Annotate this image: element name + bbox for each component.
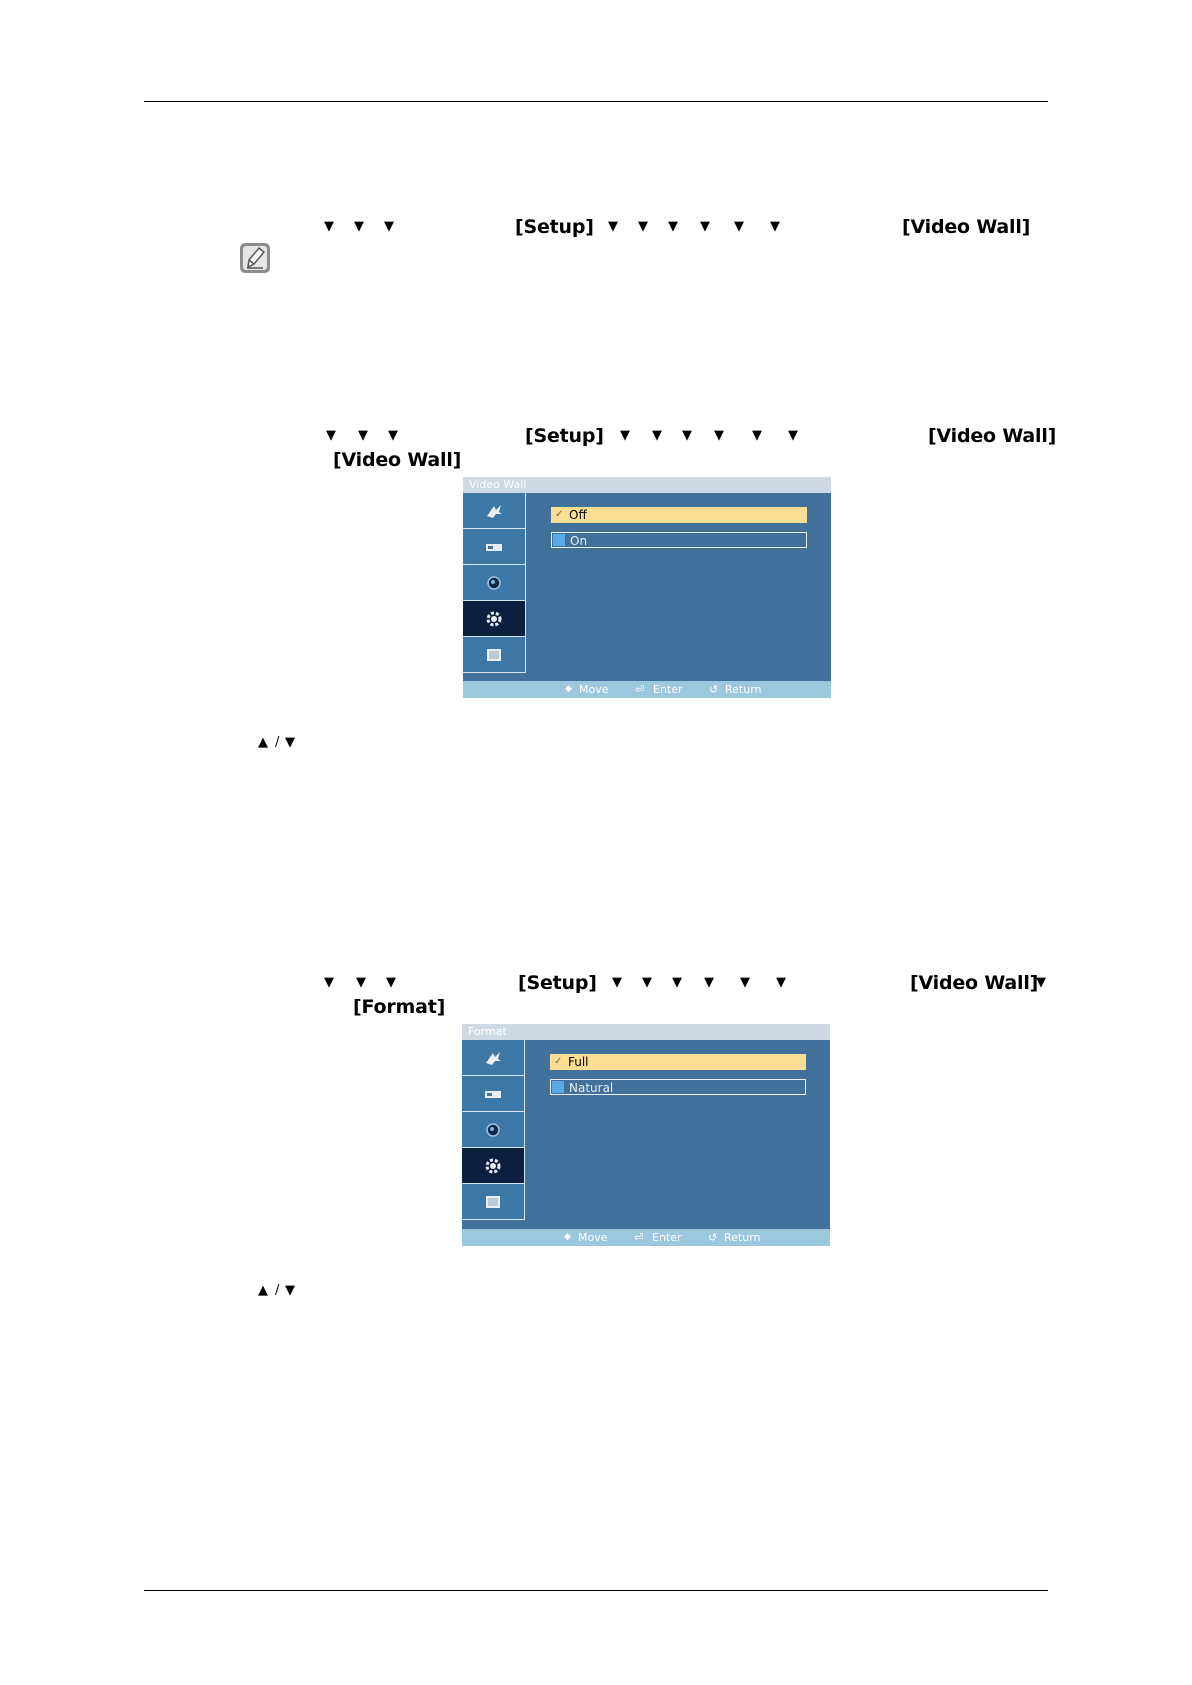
down-arrow: ▼ xyxy=(672,975,682,990)
osd-footer xyxy=(462,1229,830,1246)
down-arrow: ▼ xyxy=(285,1283,295,1298)
footer-return: Return xyxy=(725,683,762,696)
osd-footer xyxy=(463,681,831,698)
format-keyword: [Format] xyxy=(353,996,446,1018)
down-arrow: ▼ xyxy=(734,219,744,234)
down-arrow: ▼ xyxy=(704,975,714,990)
option-label: Off xyxy=(569,508,587,522)
option-on[interactable] xyxy=(551,532,807,548)
down-arrow: ▼ xyxy=(788,428,798,443)
down-arrow: ▼ xyxy=(668,219,678,234)
footer-enter: Enter xyxy=(653,683,683,696)
picture-icon xyxy=(483,1087,503,1101)
header-rule xyxy=(144,101,1048,102)
down-arrow: ▼ xyxy=(714,428,724,443)
setup-keyword: [Setup] xyxy=(518,972,597,994)
option-label: On xyxy=(570,534,588,548)
down-arrow: ▼ xyxy=(740,975,750,990)
footer-rule xyxy=(144,1590,1048,1591)
nav-line-3b xyxy=(0,995,600,1025)
down-arrow: ▼ xyxy=(776,975,786,990)
down-arrow: ▼ xyxy=(770,219,780,234)
video-wall-keyword: [Video Wall] xyxy=(902,216,1031,238)
down-arrow: ▼ xyxy=(620,428,630,443)
down-arrow: ▼ xyxy=(752,428,762,443)
up-arrow: ▲ xyxy=(258,735,268,750)
sidebar-item-picture[interactable] xyxy=(462,1076,525,1112)
updown-hint-2 xyxy=(0,1279,400,1309)
down-arrow: ▼ xyxy=(642,975,652,990)
note-icon xyxy=(239,242,271,274)
sidebar-item-picture[interactable] xyxy=(463,529,526,565)
option-label: Full xyxy=(568,1055,589,1069)
osd-title: Video Wall xyxy=(463,477,831,493)
down-arrow: ▼ xyxy=(1036,975,1046,990)
enter-icon: ⏎ xyxy=(635,683,645,696)
option-label: Natural xyxy=(569,1081,614,1095)
option-full[interactable] xyxy=(550,1054,806,1070)
setup-gear-icon xyxy=(484,609,504,629)
osd-format-menu xyxy=(462,1024,830,1246)
down-arrow: ▼ xyxy=(388,428,398,443)
down-arrow: ▼ xyxy=(354,219,364,234)
sidebar-item-setup[interactable] xyxy=(463,601,526,637)
enter-icon: ⏎ xyxy=(634,1231,644,1244)
down-arrow: ▼ xyxy=(356,975,366,990)
down-arrow: ▼ xyxy=(324,219,334,234)
option-marker xyxy=(552,1081,564,1093)
move-icon: ◆ xyxy=(564,1232,571,1242)
multicontrol-icon xyxy=(484,646,504,664)
down-arrow: ▼ xyxy=(652,428,662,443)
sidebar-item-sound[interactable] xyxy=(463,565,526,601)
down-arrow: ▼ xyxy=(324,975,334,990)
option-marker xyxy=(553,534,565,546)
check-icon: ✓ xyxy=(555,509,564,520)
setup-keyword: [Setup] xyxy=(525,425,604,447)
osd-title: Format xyxy=(462,1024,830,1040)
nav-line-1 xyxy=(0,215,1192,245)
video-wall-keyword: [Video Wall] xyxy=(333,449,462,471)
check-icon: ✓ xyxy=(554,1056,563,1067)
footer-move: Move xyxy=(579,683,609,696)
down-arrow: ▼ xyxy=(285,735,295,750)
input-icon xyxy=(483,1049,503,1067)
down-arrow: ▼ xyxy=(612,975,622,990)
setup-keyword: [Setup] xyxy=(515,216,594,238)
sound-icon xyxy=(485,574,503,592)
sidebar-item-multicontrol[interactable] xyxy=(462,1184,525,1220)
osd-video-wall-menu xyxy=(463,477,831,698)
input-icon xyxy=(484,502,504,520)
video-wall-keyword: [Video Wall] xyxy=(928,425,1057,447)
down-arrow: ▼ xyxy=(384,219,394,234)
sound-icon xyxy=(484,1121,502,1139)
video-wall-keyword: [Video Wall] xyxy=(910,972,1039,994)
sidebar-item-input[interactable] xyxy=(462,1040,525,1076)
footer-enter: Enter xyxy=(652,1231,682,1244)
slash: / xyxy=(275,1283,280,1298)
footer-move: Move xyxy=(578,1231,608,1244)
down-arrow: ▼ xyxy=(700,219,710,234)
sidebar-item-multicontrol[interactable] xyxy=(463,637,526,673)
return-icon: ↺ xyxy=(709,683,719,696)
down-arrow: ▼ xyxy=(608,219,618,234)
down-arrow: ▼ xyxy=(326,428,336,443)
picture-icon xyxy=(484,540,504,554)
move-icon: ◆ xyxy=(565,684,572,694)
option-natural[interactable] xyxy=(550,1079,806,1095)
up-arrow: ▲ xyxy=(258,1283,268,1298)
sidebar-item-sound[interactable] xyxy=(462,1112,525,1148)
nav-line-2b xyxy=(0,448,600,478)
down-arrow: ▼ xyxy=(638,219,648,234)
down-arrow: ▼ xyxy=(682,428,692,443)
setup-gear-icon xyxy=(483,1156,503,1176)
sidebar-item-setup[interactable] xyxy=(462,1148,525,1184)
down-arrow: ▼ xyxy=(358,428,368,443)
updown-hint-1 xyxy=(0,731,400,761)
sidebar-item-input[interactable] xyxy=(463,493,526,529)
multicontrol-icon xyxy=(483,1193,503,1211)
down-arrow: ▼ xyxy=(386,975,396,990)
return-icon: ↺ xyxy=(708,1231,718,1244)
osd-sidebar xyxy=(462,1040,525,1228)
option-off[interactable] xyxy=(551,507,807,523)
footer-return: Return xyxy=(724,1231,761,1244)
osd-sidebar xyxy=(463,493,526,681)
slash: / xyxy=(275,735,280,750)
